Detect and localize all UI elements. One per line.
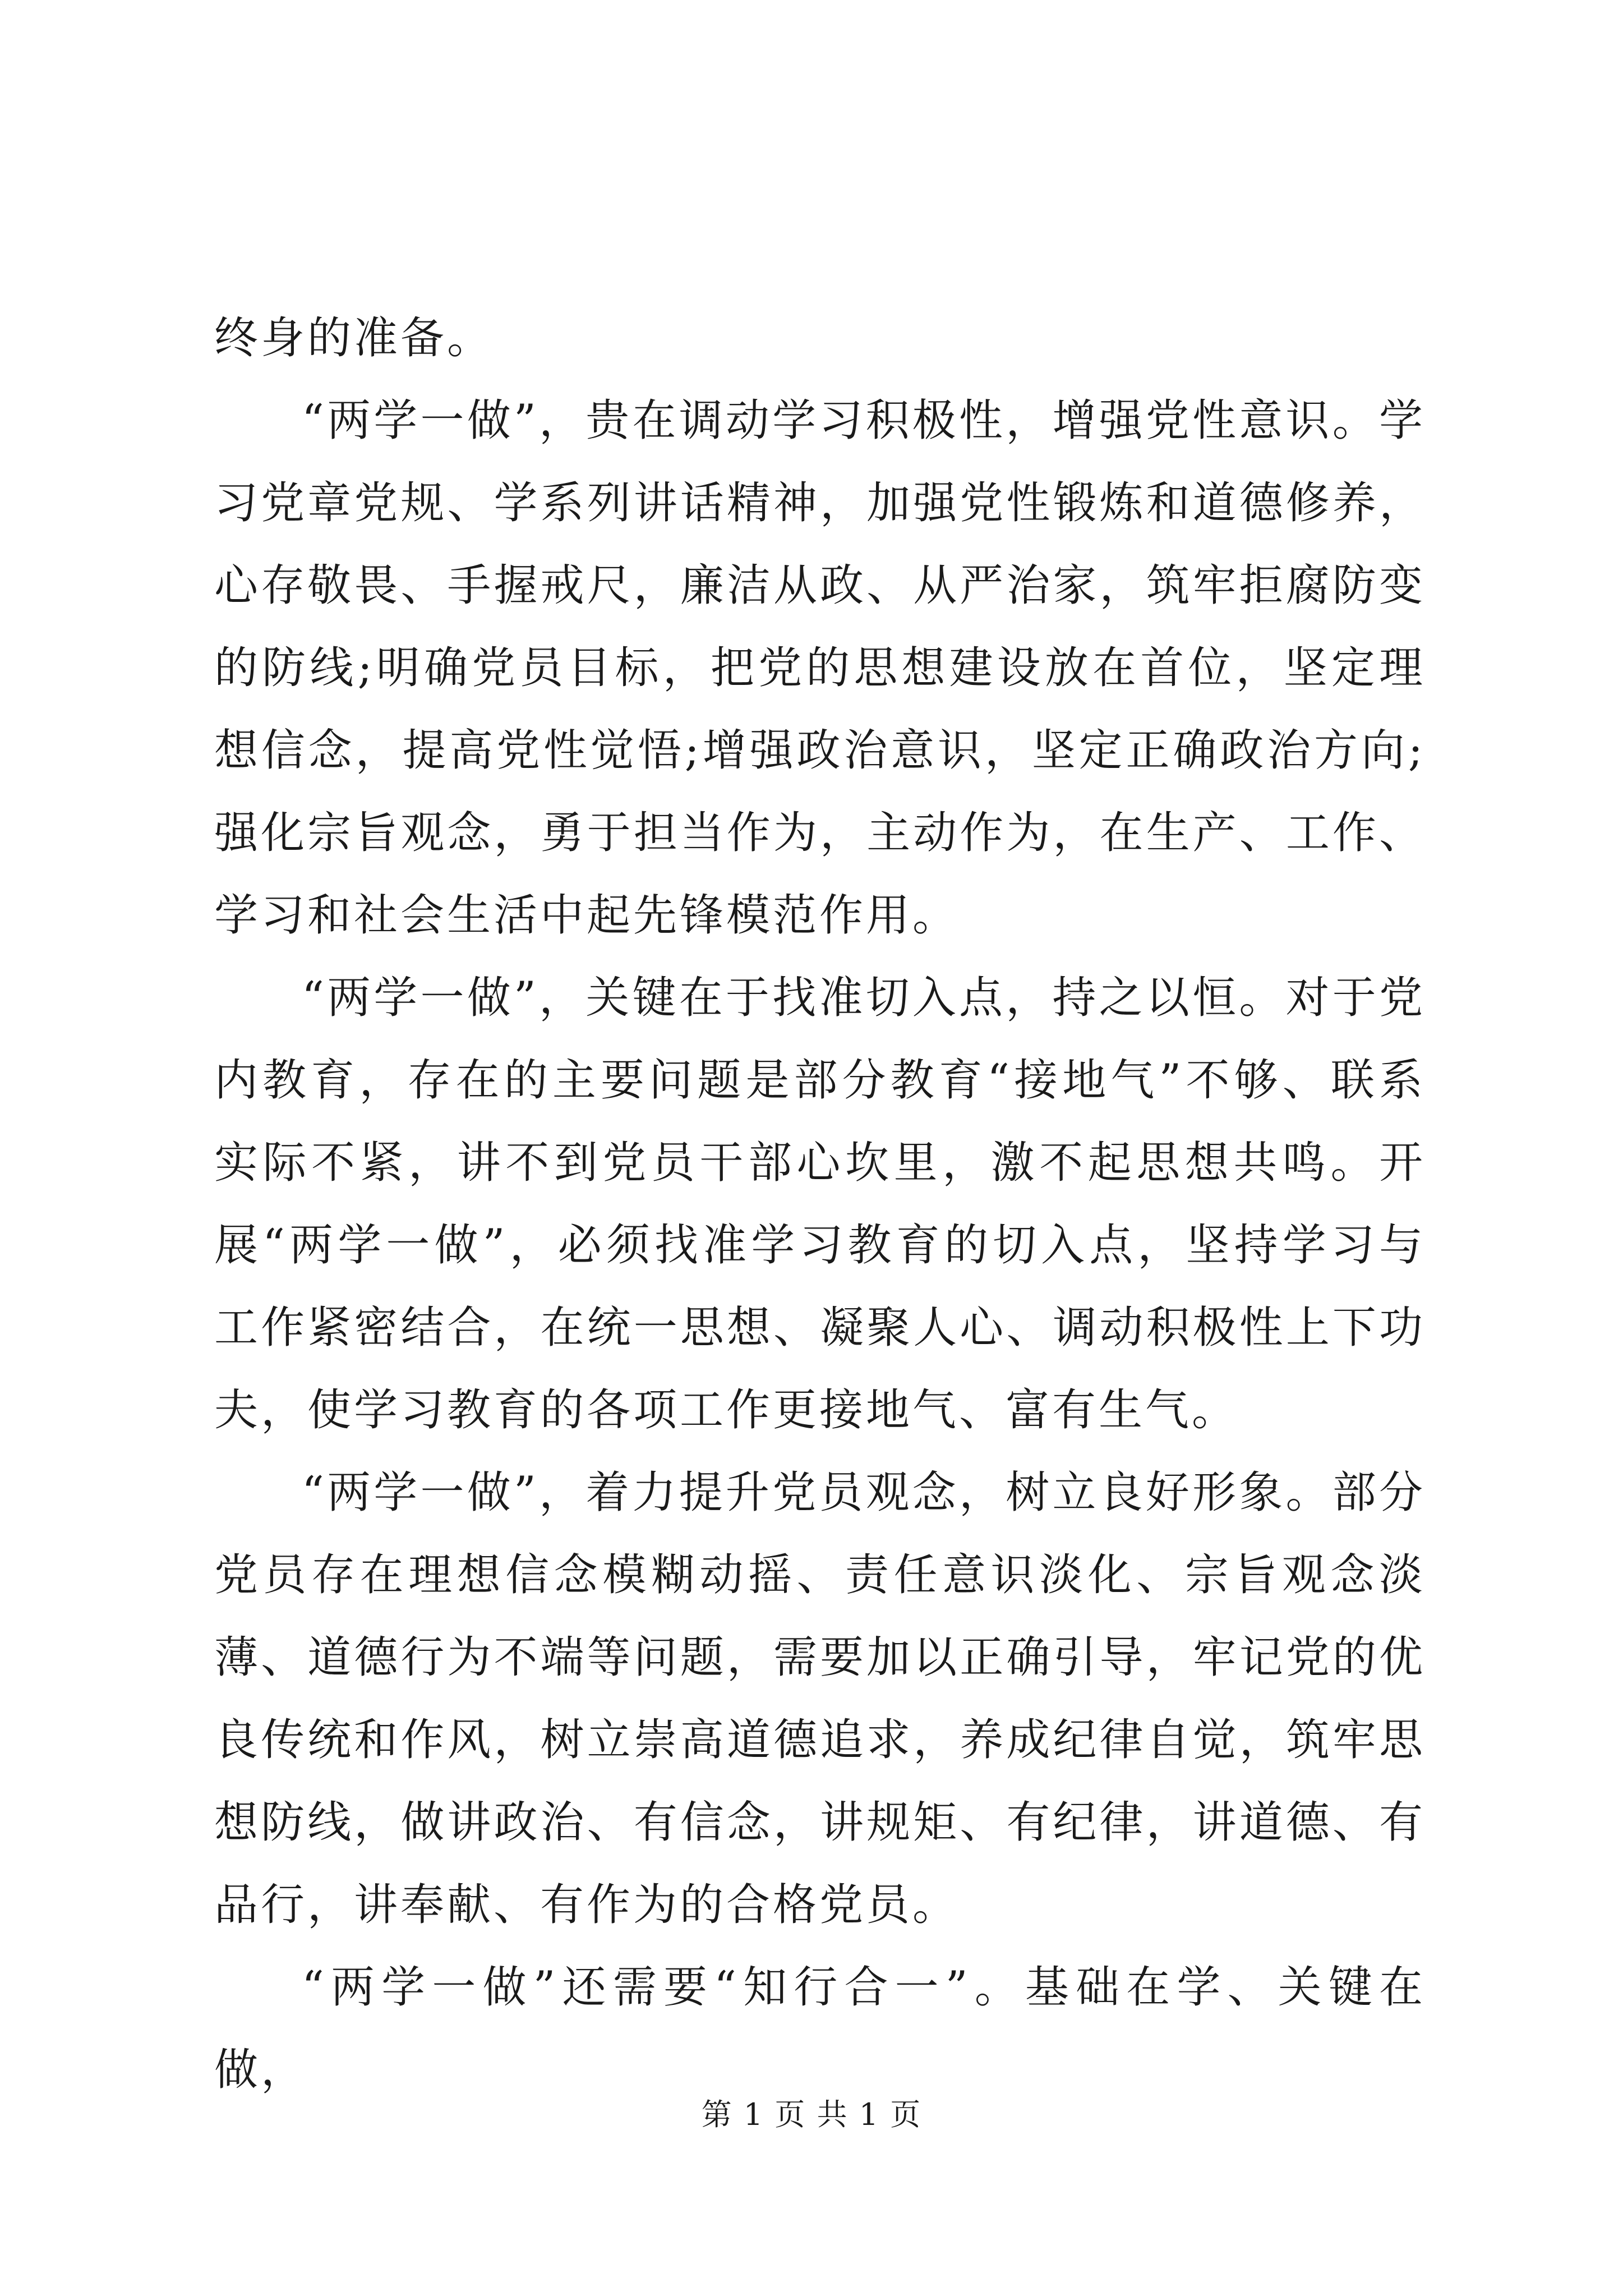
document-body	[214, 297, 1426, 2111]
page-footer: 第 1 页 共 1 页	[701, 2097, 922, 2132]
paragraph-4: “两学一做”，着力提升党员观念，树立良好形象。部分党员存在理想信念模糊动摇、责任意识淡化、宗旨观念淡薄、道德行为不端等问题，需要加以正确引导，牢记党的优良传统和作风，树立崇高道德追求，养成纪律自觉，筑牢思想防线，做讲政治、有信念，讲规矩、有纪律，讲道德、有品行，讲奉献、有作为的合格党员。	[214, 1467, 1426, 1930]
paragraph-1: 终身的准备。	[214, 313, 494, 364]
paragraph-5: “两学一做”还需要“知行合一”。基础在学、关键在做，	[214, 1962, 1426, 2095]
paragraph-2: “两学一做”，贵在调动学习积极性，增强党性意识。学习党章党规、学系列讲话精神，加强党性锻炼和道德修养，心存敬畏、手握戒尺，廉洁从政、从严治家，筑牢拒腐防变的防线;明确党员目标，把党的思想建设放在首位，坚定理想信念，提高党性觉悟;增强政治意识，坚定正确政治方向;强化宗旨观念，勇于担当作为，主动作为，在生产、工作、学习和社会生活中起先锋模范作用。	[214, 395, 1426, 941]
paragraph-3: “两学一做”，关键在于找准切入点，持之以恒。对于党内教育，存在的主要问题是部分教育“接地气”不够、联系实际不紧，讲不到党员干部心坎里，激不起思想共鸣。开展“两学一做”，必须找准学习教育的切入点，坚持学习与工作紧密结合，在统一思想、凝聚人心、调动积极性上下功夫，使学习教育的各项工作更接地气、富有生气。	[214, 973, 1426, 1435]
